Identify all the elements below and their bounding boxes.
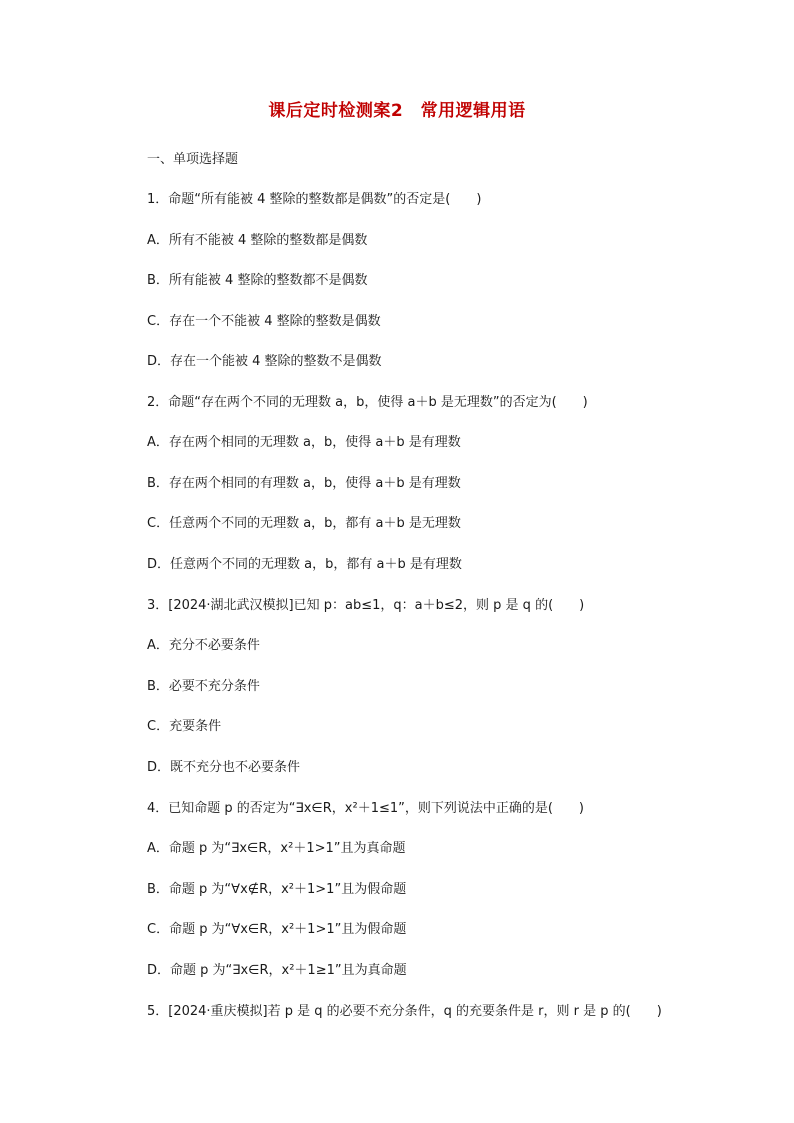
- section-heading: 一、单项选择题: [147, 152, 239, 167]
- question-4: 4．已知命题 p 的否定为“∃x∈R，x²＋1≤1”，则下列说法中正确的是( ): [147, 801, 585, 816]
- question-4-option-c: C．命题 p 为“∀x∈R，x²＋1>1”且为假命题: [147, 922, 407, 937]
- question-5: 5．[2024·重庆模拟]若 p 是 q 的必要不充分条件，q 的充要条件是 r，则 r 是 p 的( ): [147, 1004, 662, 1019]
- question-3-option-c: C．充要条件: [147, 719, 222, 734]
- question-1-option-b: B．所有能被 4 整除的整数都不是偶数: [147, 273, 368, 288]
- question-1-option-c: C．存在一个不能被 4 整除的整数是偶数: [147, 314, 381, 329]
- question-2-option-b: B．存在两个相同的有理数 a，b，使得 a＋b 是有理数: [147, 476, 461, 491]
- question-4-option-b: B．命题 p 为“∀x∉R，x²＋1>1”且为假命题: [147, 882, 407, 897]
- question-2-option-d: D．任意两个不同的无理数 a，b，都有 a＋b 是有理数: [147, 557, 462, 572]
- question-4-option-a: A．命题 p 为“∃x∈R，x²＋1>1”且为真命题: [147, 841, 406, 856]
- question-3-option-d: D．既不充分也不必要条件: [147, 760, 301, 775]
- question-2-option-c: C．任意两个不同的无理数 a，b，都有 a＋b 是无理数: [147, 516, 461, 531]
- question-3-option-b: B．必要不充分条件: [147, 679, 260, 694]
- question-3-option-a: A．充分不必要条件: [147, 638, 260, 653]
- question-3: 3．[2024·湖北武汉模拟]已知 p：ab≤1，q：a＋b≤2，则 p 是 q 的( ): [147, 598, 585, 613]
- question-1-option-d: D．存在一个能被 4 整除的整数不是偶数: [147, 354, 382, 369]
- document-title: 课后定时检测案2 常用逻辑用语: [268, 101, 526, 121]
- question-2: 2．命题“存在两个不同的无理数 a，b，使得 a＋b 是无理数”的否定为( ): [147, 395, 588, 410]
- question-1-option-a: A．所有不能被 4 整除的整数都是偶数: [147, 233, 368, 248]
- question-2-option-a: A．存在两个相同的无理数 a，b，使得 a＋b 是有理数: [147, 435, 461, 450]
- question-1: 1．命题“所有能被 4 整除的整数都是偶数”的否定是( ): [147, 192, 482, 207]
- question-4-option-d: D．命题 p 为“∃x∈R，x²＋1≥1”且为真命题: [147, 963, 407, 978]
